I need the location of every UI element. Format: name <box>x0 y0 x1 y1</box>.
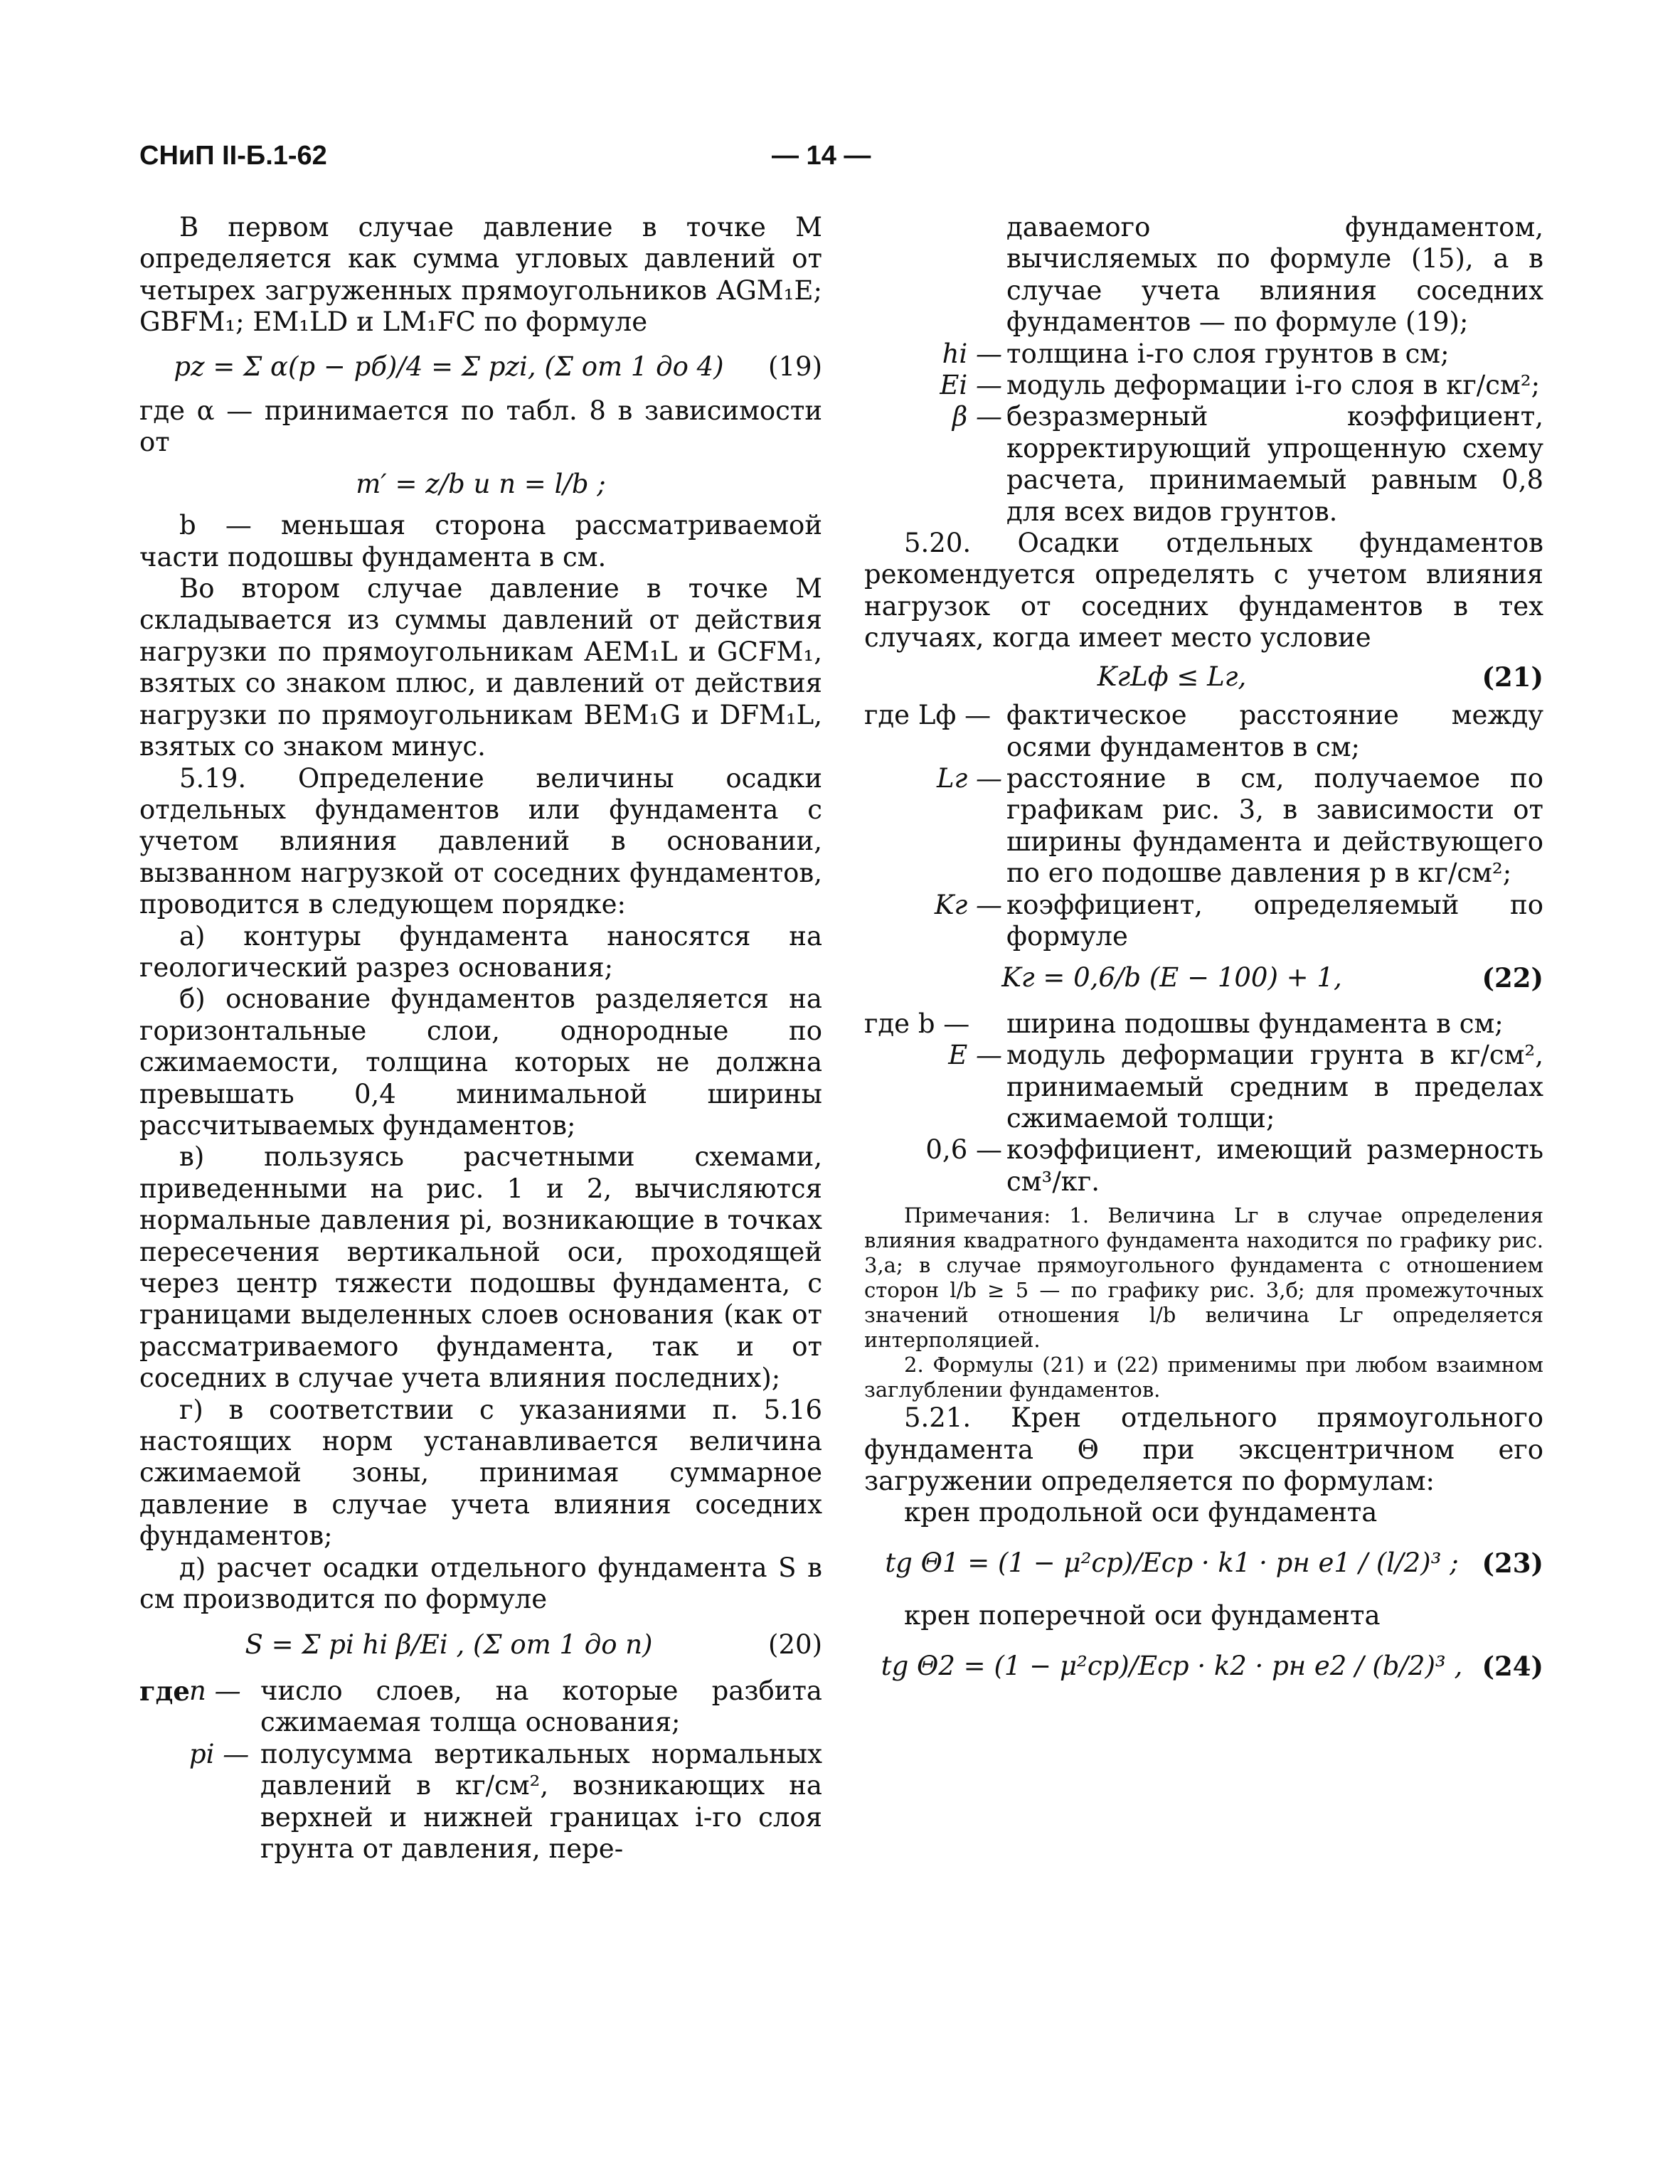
definition <box>864 700 1543 763</box>
definition <box>864 370 1543 401</box>
definition-text: полусумма вертикальных нормальных давлений в кг/см², возникающих на верхней и нижней границах i-го слоя грунта от давления, пере- <box>260 1738 822 1864</box>
definition <box>864 1134 1543 1198</box>
list-item: а) контуры фундамента наносятся на геологический разрез основания; <box>139 920 822 983</box>
symbol-label: E — <box>948 1040 1002 1071</box>
definition-text: число слоев, на которые разбита сжимаемая толща основания; <box>260 1675 822 1738</box>
definition-text: модуль деформации грунта в кг/см², принимаемый средним в пределах сжимаемой толщи; <box>1006 1040 1543 1134</box>
formula-ratios <box>139 469 822 500</box>
definition <box>139 1676 822 1739</box>
symbol-label: Lг — <box>936 762 1002 794</box>
formula-number: (23) <box>1482 1547 1543 1579</box>
definition <box>864 763 1543 890</box>
definition-text: фактическое расстояние между осями фундаментов в см; <box>1006 700 1543 762</box>
definition-text: коэффициент, определяемый по формуле <box>1006 889 1543 952</box>
definition: b — меньшая сторона рассматриваемой части подошвы фундамента в см. <box>139 510 822 572</box>
paragraph: крен продольной оси фундамента <box>904 1497 1378 1528</box>
symbol-label: Ei — <box>940 370 1002 401</box>
formula-20 <box>139 1629 822 1661</box>
right-column <box>864 212 1543 1686</box>
definition-text: толщина i-го слоя грунтов в см; <box>1006 338 1450 369</box>
formula-number: (21) <box>1482 661 1543 693</box>
definition <box>139 1739 822 1865</box>
paragraph: 5.20. Осадки отдельных фундаментов рекомендуется определять с учетом влияния нагрузок от соседних фундаментов в тех случаях, когда имеет место условие <box>864 528 1543 654</box>
symbol-label: где Lф — <box>864 700 991 731</box>
definition <box>864 890 1543 953</box>
paragraph: Во втором случае давление в точке M складывается из суммы давлений от действия нагрузки по прямоугольникам AEM₁L и GCFM₁, взятых со знаком плюс, и давлений от действия нагрузки по прямоугольникам BEM₁G и DFM₁L, взятых со знаком минус. <box>139 573 822 762</box>
paragraph: 5.21. Крен отдельного прямоугольного фундамента Θ при эксцентричном его загружении определяется по формулам: <box>864 1402 1543 1496</box>
definition-text: безразмерный коэффициент, корректирующий упрощенную схему расчета, принимаемый равным 0,8 для всех видов грунтов. <box>1006 401 1543 527</box>
formula-23 <box>864 1548 1543 1579</box>
symbol-label: hi — <box>942 338 1002 369</box>
symbol-label: β — <box>952 401 1002 432</box>
definition <box>864 1008 1543 1040</box>
symbol-label: 0,6 — <box>925 1134 1002 1166</box>
definition <box>864 339 1543 370</box>
left-column <box>139 212 822 1865</box>
paragraph: где α — принимается по табл. 8 в зависимости от <box>139 395 822 458</box>
paragraph: даваемого фундаментом, вычисляемых по формуле (15), а в случае учета влияния соседних фундаментов — по формуле (19); <box>1006 212 1543 338</box>
paragraph: В первом случае давление в точке M определяется как сумма угловых давлений от четырех загруженных прямоугольников AGM₁E; GBFM₁; EM₁LD и LM₁FC по формуле <box>139 212 822 338</box>
list-item: д) расчет осадки отдельного фундамента S в см производится по формуле <box>139 1552 822 1615</box>
formula-number: (19) <box>768 351 822 382</box>
definition <box>864 401 1543 528</box>
definition <box>864 1040 1543 1134</box>
definition-text: расстояние в см, получаемое по графикам рис. 3, в зависимости от ширины фундамента и действующего по его подошве давления p в кг/см²; <box>1006 762 1543 889</box>
symbol-label: где b — <box>864 1008 970 1039</box>
where-label: где <box>139 1675 190 1707</box>
formula-24 <box>864 1651 1543 1682</box>
formula-body: Kг = 0,6/b (E − 100) + 1, <box>1001 962 1342 994</box>
formula-body: tg Θ2 = (1 − μ²ср)/Eср · k2 · pн e2 / (b/2)³ , <box>881 1650 1463 1681</box>
paragraph: 5.19. Определение величины осадки отдельных фундаментов или фундамента с учетом влияния давлений в основании, вызванном нагрузкой от соседних фундаментов, проводится в следующем порядке: <box>139 762 822 920</box>
symbol-label: n — <box>189 1675 241 1706</box>
document-code: СНиП II-Б.1-62 <box>139 141 327 171</box>
list-item: г) в соответствии с указаниями п. 5.16 настоящих норм устанавливается величина сжимаемой зоны, принимая суммарное давление в случае учета влияния соседних фундаментов; <box>139 1394 822 1552</box>
formula-body: S = Σ pi hi β/Ei , (Σ от 1 до n) <box>245 1629 653 1661</box>
formula-number: (22) <box>1482 962 1543 994</box>
definition-text: модуль деформации i-го слоя в кг/см²; <box>1006 370 1541 401</box>
formula-number: (24) <box>1482 1650 1543 1682</box>
formula-19 <box>139 351 822 383</box>
formula-body: KгLф ≤ Lг, <box>1097 661 1247 692</box>
list-item: в) пользуясь расчетными схемами, приведенными на рис. 1 и 2, вычисляются нормальные давления pi, возникающие в точках пересечения вертикальной оси, проходящей через центр тяжести подошвы фундамента, с границами выделенных слоев основания (как от рассматриваемого фундамента, так и от соседних в случае учета влияния последних); <box>139 1141 822 1394</box>
formula-body: pz = Σ α(p − pб)/4 = Σ pzi, (Σ от 1 до 4) <box>174 351 724 382</box>
formula-body: m′ = z/b и n = l/b ; <box>356 468 606 499</box>
formula-number: (20) <box>768 1629 822 1661</box>
note: 2. Формулы (21) и (22) применимы при любом взаимном заглублении фундаментов. <box>864 1353 1543 1402</box>
paragraph: крен поперечной оси фундамента <box>904 1600 1381 1631</box>
formula-body: tg Θ1 = (1 − μ²ср)/Eср · k1 · pн e1 / (l/2)³ ; <box>885 1547 1459 1578</box>
note: Примечания: 1. Величина Lг в случае определения влияния квадратного фундамента находится по графику рис. 3,а; в случае прямоугольного фундамента с отношением сторон l/b ≥ 5 — по графику рис. 3,б; для промежуточных значений отношения l/b величина Lг определяется интерполяцией. <box>864 1203 1543 1353</box>
definition-text: ширина подошвы фундамента в см; <box>1006 1008 1504 1039</box>
symbol-label: pi — <box>189 1738 250 1769</box>
page-number: — 14 — <box>772 141 871 171</box>
definition-text: коэффициент, имеющий размерность см³/кг. <box>1006 1134 1543 1197</box>
formula-21 <box>864 661 1543 693</box>
list-item: б) основание фундаментов разделяется на горизонтальные слои, однородные по сжимаемости, толщина которых не должна превышать 0,4 минимальной ширины рассчитываемых фундаментов; <box>139 984 822 1141</box>
formula-22 <box>864 962 1543 994</box>
symbol-label: Kг — <box>934 889 1002 920</box>
